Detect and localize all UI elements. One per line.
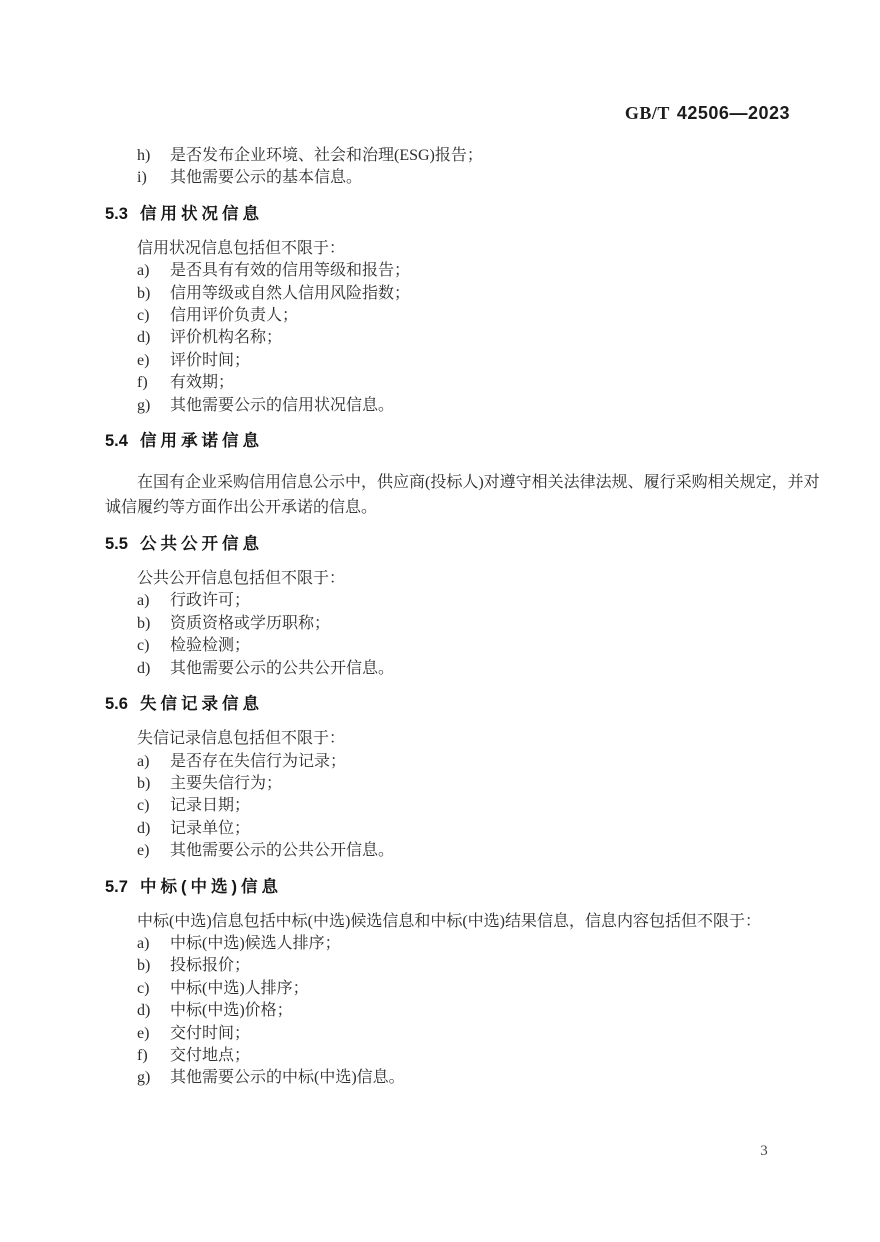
standard-issue-number: 42506—2023 (676, 103, 790, 123)
item-label: d) (137, 329, 151, 347)
list-item (137, 635, 780, 657)
section-list-5-6 (137, 751, 780, 863)
standard-code: GB/T (624, 103, 670, 123)
item-label: e) (137, 1024, 150, 1042)
section-title: 信用承诺信息 (140, 432, 263, 451)
item-text: 记录单位； (170, 819, 251, 837)
list-item (137, 1000, 780, 1022)
list-item (137, 1023, 780, 1045)
section-lead: 信用状况信息包括但不限于： (137, 239, 346, 257)
item-label: a) (137, 592, 150, 610)
list-item (137, 372, 780, 394)
item-text: 信用等级或自然人信用风险指数； (170, 284, 411, 302)
section-paragraph (105, 470, 820, 520)
item-text: 是否存在失信行为记录； (170, 752, 347, 770)
item-label: b) (137, 284, 151, 302)
item-label: h) (137, 147, 151, 164)
list-item (137, 818, 780, 840)
item-text: 交付地点； (170, 1046, 251, 1064)
list-item (137, 167, 780, 189)
list-item (137, 955, 780, 977)
section-number: 5.4 (105, 432, 128, 451)
section-heading-5-6 (105, 693, 780, 715)
section-list-5-5 (137, 590, 780, 680)
section-number: 5.5 (105, 535, 128, 554)
list-item (137, 283, 780, 305)
list-item (137, 773, 780, 795)
item-text: 行政许可； (170, 592, 251, 610)
section-heading-5-4 (105, 430, 780, 452)
item-text: 交付时间； (170, 1024, 251, 1042)
list-item (137, 305, 780, 327)
section-list-5-3 (137, 260, 780, 417)
section-heading-5-7 (105, 876, 780, 898)
list-item (137, 933, 780, 955)
section-number: 5.3 (105, 204, 128, 223)
item-label: a) (137, 752, 150, 770)
item-text: 其他需要公示的公共公开信息。 (170, 842, 395, 860)
item-label: b) (137, 774, 151, 792)
item-text: 有效期； (170, 374, 235, 392)
item-text: 投标报价； (170, 957, 251, 975)
item-text: 中标(中选)人排序； (170, 979, 309, 997)
section-lead: 中标(中选)信息包括中标(中选)候选信息和中标(中选)结果信息，信息内容包括但不限于： (137, 912, 761, 930)
list-item (137, 840, 780, 862)
item-label: c) (137, 979, 150, 997)
list-item (137, 590, 780, 612)
item-text: 评价机构名称； (170, 329, 283, 347)
item-label: b) (137, 614, 151, 632)
item-text: 资质资格或学历职称； (170, 614, 331, 632)
item-label: a) (137, 934, 150, 952)
section-heading-5-3 (105, 203, 780, 225)
item-label: a) (137, 262, 150, 280)
page-number: 3 (760, 1143, 768, 1159)
section-heading-5-5 (105, 533, 780, 555)
paragraph-line: 在国有企业采购信用信息公示中，供应商(投标人)对遵守相关法律法规、履行采购相关规定，并对 (137, 474, 820, 492)
item-label: c) (137, 637, 150, 655)
item-label: g) (137, 396, 151, 414)
item-text: 中标(中选)价格； (170, 1002, 293, 1020)
list-item (137, 613, 780, 635)
item-text: 其他需要公示的基本信息。 (170, 169, 363, 187)
item-label: i) (137, 169, 147, 187)
item-label: c) (137, 307, 150, 325)
section-title: 信用状况信息 (140, 204, 263, 223)
item-text: 其他需要公示的公共公开信息。 (170, 659, 395, 677)
list-item (137, 658, 780, 680)
item-label: e) (137, 842, 150, 860)
item-text: 是否具有有效的信用等级和报告； (170, 262, 411, 280)
item-text: 主要失信行为； (170, 774, 283, 792)
section-title: 公共公开信息 (140, 535, 263, 554)
list-item (137, 145, 780, 167)
section-list-5-7 (137, 933, 780, 1090)
item-label: f) (137, 374, 148, 392)
item-text: 中标(中选)候选人排序； (170, 934, 341, 952)
item-label: c) (137, 797, 150, 815)
paragraph-line: 诚信履约等方面作出公开承诺的信息。 (105, 499, 378, 517)
list-item (137, 260, 780, 282)
section-title: 失信记录信息 (140, 695, 263, 714)
item-label: d) (137, 1002, 151, 1020)
item-label: d) (137, 819, 151, 837)
list-item (137, 1067, 780, 1089)
list-item (137, 327, 780, 349)
document-body (105, 0, 820, 1090)
item-text: 其他需要公示的信用状况信息。 (170, 396, 395, 414)
list-item (137, 978, 780, 1000)
list-item (137, 795, 780, 817)
intro-list (137, 145, 780, 190)
item-label: e) (137, 351, 150, 369)
item-label: b) (137, 957, 151, 975)
item-text: 其他需要公示的中标(中选)信息。 (170, 1069, 405, 1087)
list-item (137, 350, 780, 372)
section-lead: 公共公开信息包括但不限于： (137, 570, 346, 588)
item-label: f) (137, 1046, 148, 1064)
list-item (137, 395, 780, 417)
list-item (137, 1045, 780, 1067)
section-lead: 失信记录信息包括但不限于： (137, 730, 346, 748)
section-number: 5.7 (105, 877, 128, 896)
item-text: 评价时间； (170, 351, 251, 369)
section-title: 中标(中选)信息 (140, 877, 282, 896)
item-text: 是否发布企业环境、社会和治理(ESG)报告； (170, 147, 483, 164)
item-text: 记录日期； (170, 797, 251, 815)
section-number: 5.6 (105, 695, 128, 714)
item-label: g) (137, 1069, 151, 1087)
item-text: 信用评价负责人； (170, 307, 299, 325)
item-label: d) (137, 659, 151, 677)
list-item (137, 751, 780, 773)
item-text: 检验检测； (170, 637, 251, 655)
